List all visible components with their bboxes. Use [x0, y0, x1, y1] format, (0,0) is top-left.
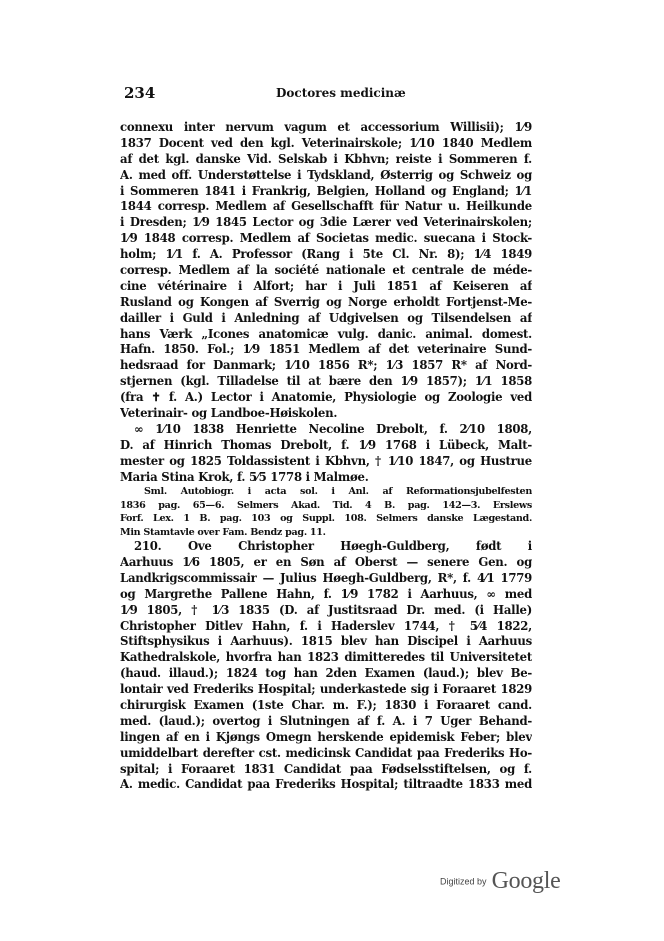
text-line: umiddelbart derefter cst. medicinsk Candidat paa Frederiks Ho- — [120, 745, 532, 760]
text-line: Maria Stina Krok, f. 5⁄5 1778 i Malmøe. — [120, 469, 369, 484]
text-line: 1⁄9 1805, † 1⁄3 1835 (D. af Justitsraad Dr. med. (i Halle) — [120, 602, 532, 617]
text-line: 1836 pag. 65—6. Selmers Akad. Tid. 4 B. pag. 142—3. Erslews — [120, 499, 532, 511]
text-line: hans Værk „Icones anatomicæ vulg. danic. animal. domest. — [120, 326, 532, 341]
text-line: med. (laud.); overtog i Slutningen af f. A. i 7 Uger Behand- — [120, 713, 532, 728]
text-line: i Sommeren 1841 i Frankrig, Belgien, Holland og England; 1⁄1 — [120, 183, 532, 198]
text-line: ∞ 1⁄10 1838 Henriette Necoline Drebolt, f. 2⁄10 1808, — [134, 421, 532, 436]
text-line: Hafn. 1850. Fol.; 1⁄9 1851 Medlem af det veterinaire Sund- — [120, 342, 532, 357]
text-line: dailler i Guld i Anledning af Udgivelsen og Tilsendelsen af — [120, 310, 532, 325]
text-line: Stiftsphysikus i Aarhuus). 1815 blev han Discipel i Aarhuus — [120, 634, 532, 649]
page-number: 234 — [124, 84, 156, 102]
text-line: spital; i Foraaret 1831 Candidat paa Fødselsstiftelsen, og f. — [120, 761, 532, 776]
text-line: Min Stamtavle over Fam. Bendz pag. 11. — [120, 526, 326, 538]
text-line: Kathedralskole, hvorfra han 1823 dimitteredes til Universitetet — [120, 650, 532, 665]
text-line: af det kgl. danske Vid. Selskab i Kbhvn; reiste i Sommeren f. — [120, 151, 532, 166]
body-text — [120, 120, 532, 793]
text-line: i Dresden; 1⁄9 1845 Lector og 3die Lærer ved Veterinairskolen; — [120, 215, 532, 230]
text-line: Sml. Autobiogr. i acta sol. i Anl. af Reformationsjubelfesten — [144, 486, 532, 498]
page-header — [124, 84, 524, 106]
text-line: Rusland og Kongen af Sverrig og Norge erholdt Fortjenst-Me- — [120, 294, 532, 309]
text-line: lontair ved Frederiks Hospital; underkastede sig i Foraaret 1829 — [120, 682, 532, 697]
text-line: corresp. Medlem af la société nationale et centrale de méde- — [120, 263, 532, 278]
text-line: Aarhuus 1⁄6 1805, er en Søn af Oberst — senere Gen. og — [120, 554, 532, 569]
text-line: stjernen (kgl. Tilladelse til at bære den 1⁄9 1857); 1⁄1 1858 — [120, 374, 532, 389]
running-title: Doctores medicinæ — [276, 86, 406, 100]
text-line: connexu inter nervum vagum et accessorium Willisii); 1⁄9 — [120, 120, 532, 134]
text-line: mester og 1825 Toldassistent i Kbhvn, † 1⁄10 1847, og Hustrue — [120, 453, 532, 468]
text-line: D. af Hinrich Thomas Drebolt, f. 1⁄9 1768 i Lübeck, Malt- — [120, 437, 532, 452]
text-line: og Margrethe Pallene Hahn, f. 1⁄9 1782 i Aarhuus, ∞ med — [120, 586, 532, 601]
text-line: 1844 corresp. Medlem af Gesellschafft für Natur u. Heilkunde — [120, 199, 532, 214]
digitized-by-google-watermark — [440, 868, 560, 898]
text-line: hedsraad for Danmark; 1⁄10 1856 R*; 1⁄3 1857 R* af Nord- — [120, 358, 532, 373]
text-line: 210. Ove Christopher Høegh-Guldberg, født i — [134, 539, 532, 554]
text-line: 1837 Docent ved den kgl. Veterinairskole; 1⁄10 1840 Medlem — [120, 135, 532, 150]
text-line: A. med off. Understøttelse i Tydskland, Østerrig og Schweiz og — [120, 167, 532, 182]
text-line: lingen af en i Kjøngs Omegn herskende epidemisk Feber; blev — [120, 729, 532, 744]
watermark-prefix: Digitized by — [440, 876, 487, 887]
text-line: A. medic. Candidat paa Frederiks Hospital; tiltraadte 1833 med — [120, 777, 532, 792]
text-line: (fra ✝ f. A.) Lector i Anatomie, Physiologie og Zoologie ved — [120, 390, 532, 405]
text-line: Landkrigscommissair — Julius Høegh-Guldberg, R*, f. 4⁄1 1779 — [120, 570, 532, 585]
text-line: Forf. Lex. 1 B. pag. 103 og Suppl. 108. Selmers danske Lægestand. — [120, 513, 532, 525]
text-line: holm; 1⁄1 f. A. Professor (Rang i 5te Cl. Nr. 8); 1⁄4 1849 — [120, 247, 532, 262]
text-line: cine vétérinaire i Alfort; har i Juli 1851 af Keiseren af — [120, 278, 532, 293]
text-line: Christopher Ditlev Hahn, f. i Haderslev 1744, † 5⁄4 1822, — [120, 618, 532, 633]
google-logo: Google — [491, 868, 561, 894]
text-line: chirurgisk Examen (1ste Char. m. F.); 1830 i Foraaret cand. — [120, 697, 532, 712]
text-line: 1⁄9 1848 corresp. Medlem af Societas medic. suecana i Stock- — [120, 231, 532, 246]
text-line: Veterinair- og Landboe-Høiskolen. — [120, 406, 338, 421]
text-line: (haud. illaud.); 1824 tog han 2den Examen (laud.); blev Be- — [120, 666, 532, 681]
